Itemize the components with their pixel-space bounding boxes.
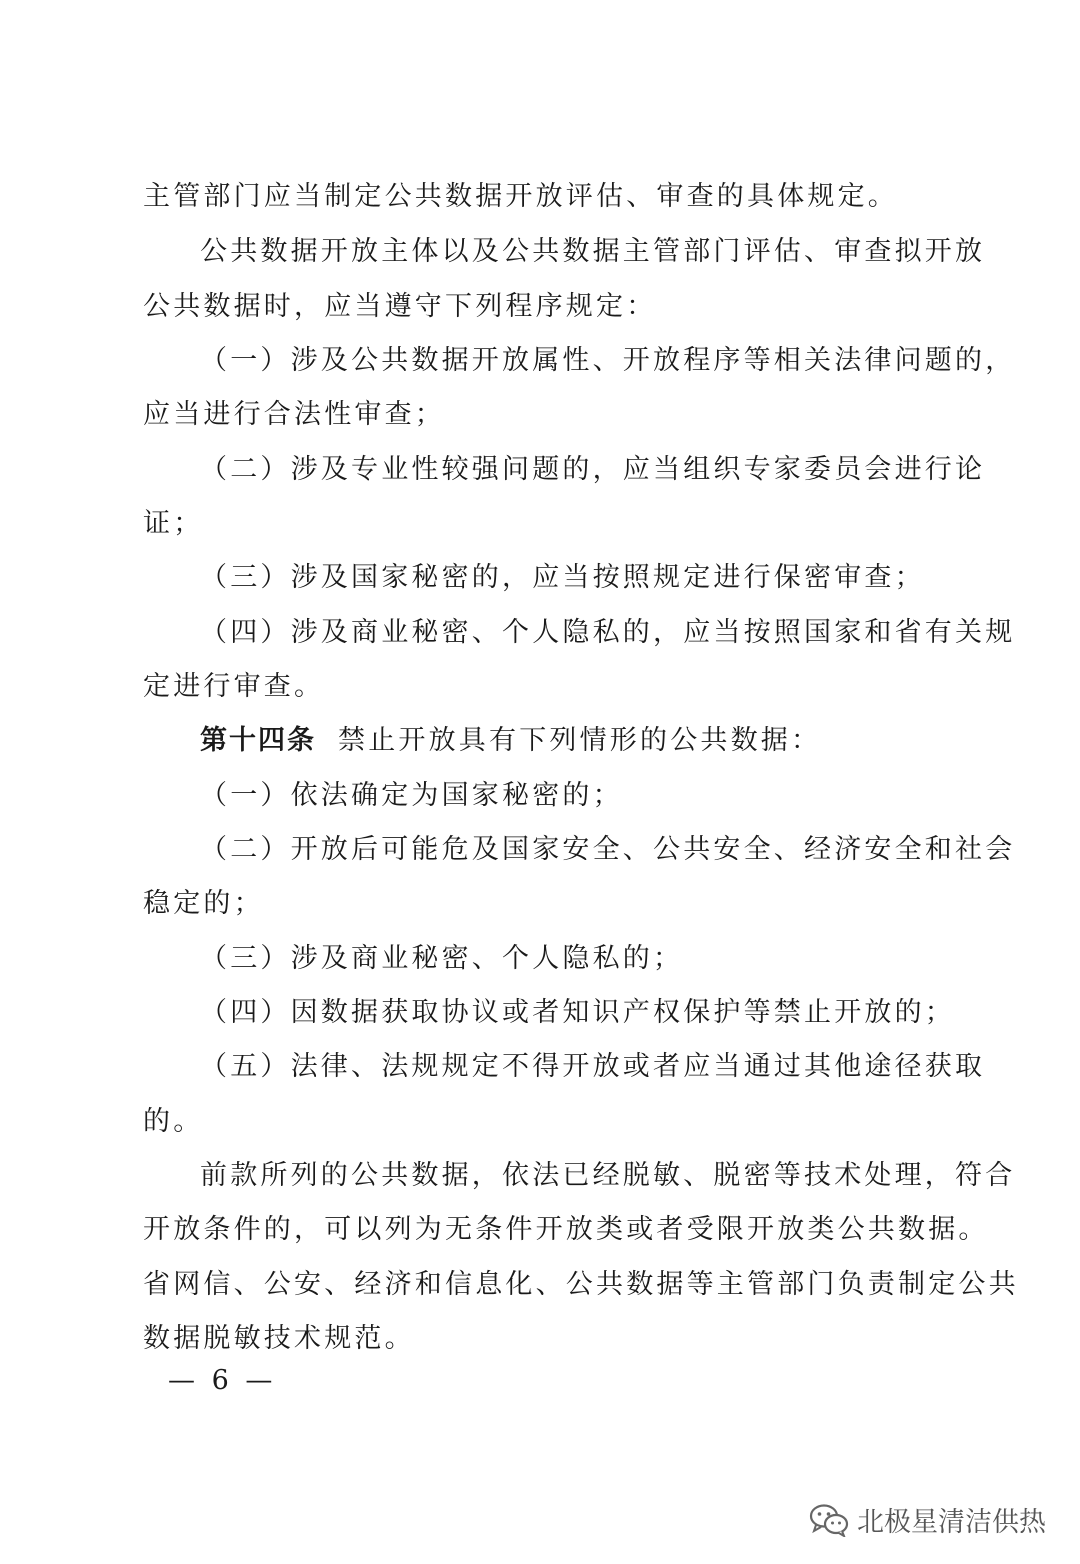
paragraph-line: 前款所列的公共数据，依法已经脱敏、脱密等技术处理，符合 bbox=[200, 1160, 1016, 1191]
paragraph-line: 省网信、公安、经济和信息化、公共数据等主管部门负责制定公共 bbox=[143, 1269, 1019, 1300]
list-item-line: （二）开放后可能危及国家安全、公共安全、经济安全和社会 bbox=[200, 834, 1016, 865]
article-title: 第十四条 bbox=[200, 725, 316, 756]
list-item-line: （一）涉及公共数据开放属性、开放程序等相关法律问题的， bbox=[200, 345, 1016, 376]
paragraph-line: 开放条件的，可以列为无条件开放类或者受限开放类公共数据。 bbox=[143, 1214, 989, 1245]
list-item-line: （四）因数据获取协议或者知识产权保护等禁止开放的； bbox=[200, 997, 955, 1028]
paragraph-line: 公共数据开放主体以及公共数据主管部门评估、审查拟开放 bbox=[200, 236, 986, 267]
page-number: — 6 — bbox=[168, 1365, 277, 1396]
paragraph-line: 数据脱敏技术规范。 bbox=[143, 1323, 415, 1354]
article-14-heading bbox=[200, 723, 943, 759]
list-item-line: 定进行审查。 bbox=[143, 671, 325, 702]
list-item-line: 证； bbox=[143, 508, 204, 539]
list-item-line: 稳定的； bbox=[143, 888, 264, 919]
list-item-line: （二）涉及专业性较强问题的，应当组织专家委员会进行论 bbox=[200, 454, 986, 485]
wechat-icon bbox=[809, 1503, 849, 1537]
list-item-line: （一）依法确定为国家秘密的； bbox=[200, 780, 623, 811]
list-item-line: （四）涉及商业秘密、个人隐私的，应当按照国家和省有关规 bbox=[200, 617, 1016, 648]
list-item-line: （三）涉及商业秘密、个人隐私的； bbox=[200, 943, 684, 974]
paragraph-line: 主管部门应当制定公共数据开放评估、审查的具体规定。 bbox=[143, 181, 898, 212]
list-item-line: （三）涉及国家秘密的，应当按照规定进行保密审查； bbox=[200, 562, 925, 593]
list-item-line: 的。 bbox=[143, 1106, 204, 1137]
list-item-line: （五）法律、法规规定不得开放或者应当通过其他途径获取 bbox=[200, 1051, 986, 1082]
list-item-line: 应当进行合法性审查； bbox=[143, 399, 445, 430]
article-text: 禁止开放具有下列情形的公共数据： bbox=[338, 725, 822, 756]
watermark-text: 北极星清洁供热 bbox=[857, 1507, 1046, 1538]
watermark bbox=[809, 1500, 1046, 1539]
paragraph-line: 公共数据时，应当遵守下列程序规定： bbox=[143, 291, 657, 322]
